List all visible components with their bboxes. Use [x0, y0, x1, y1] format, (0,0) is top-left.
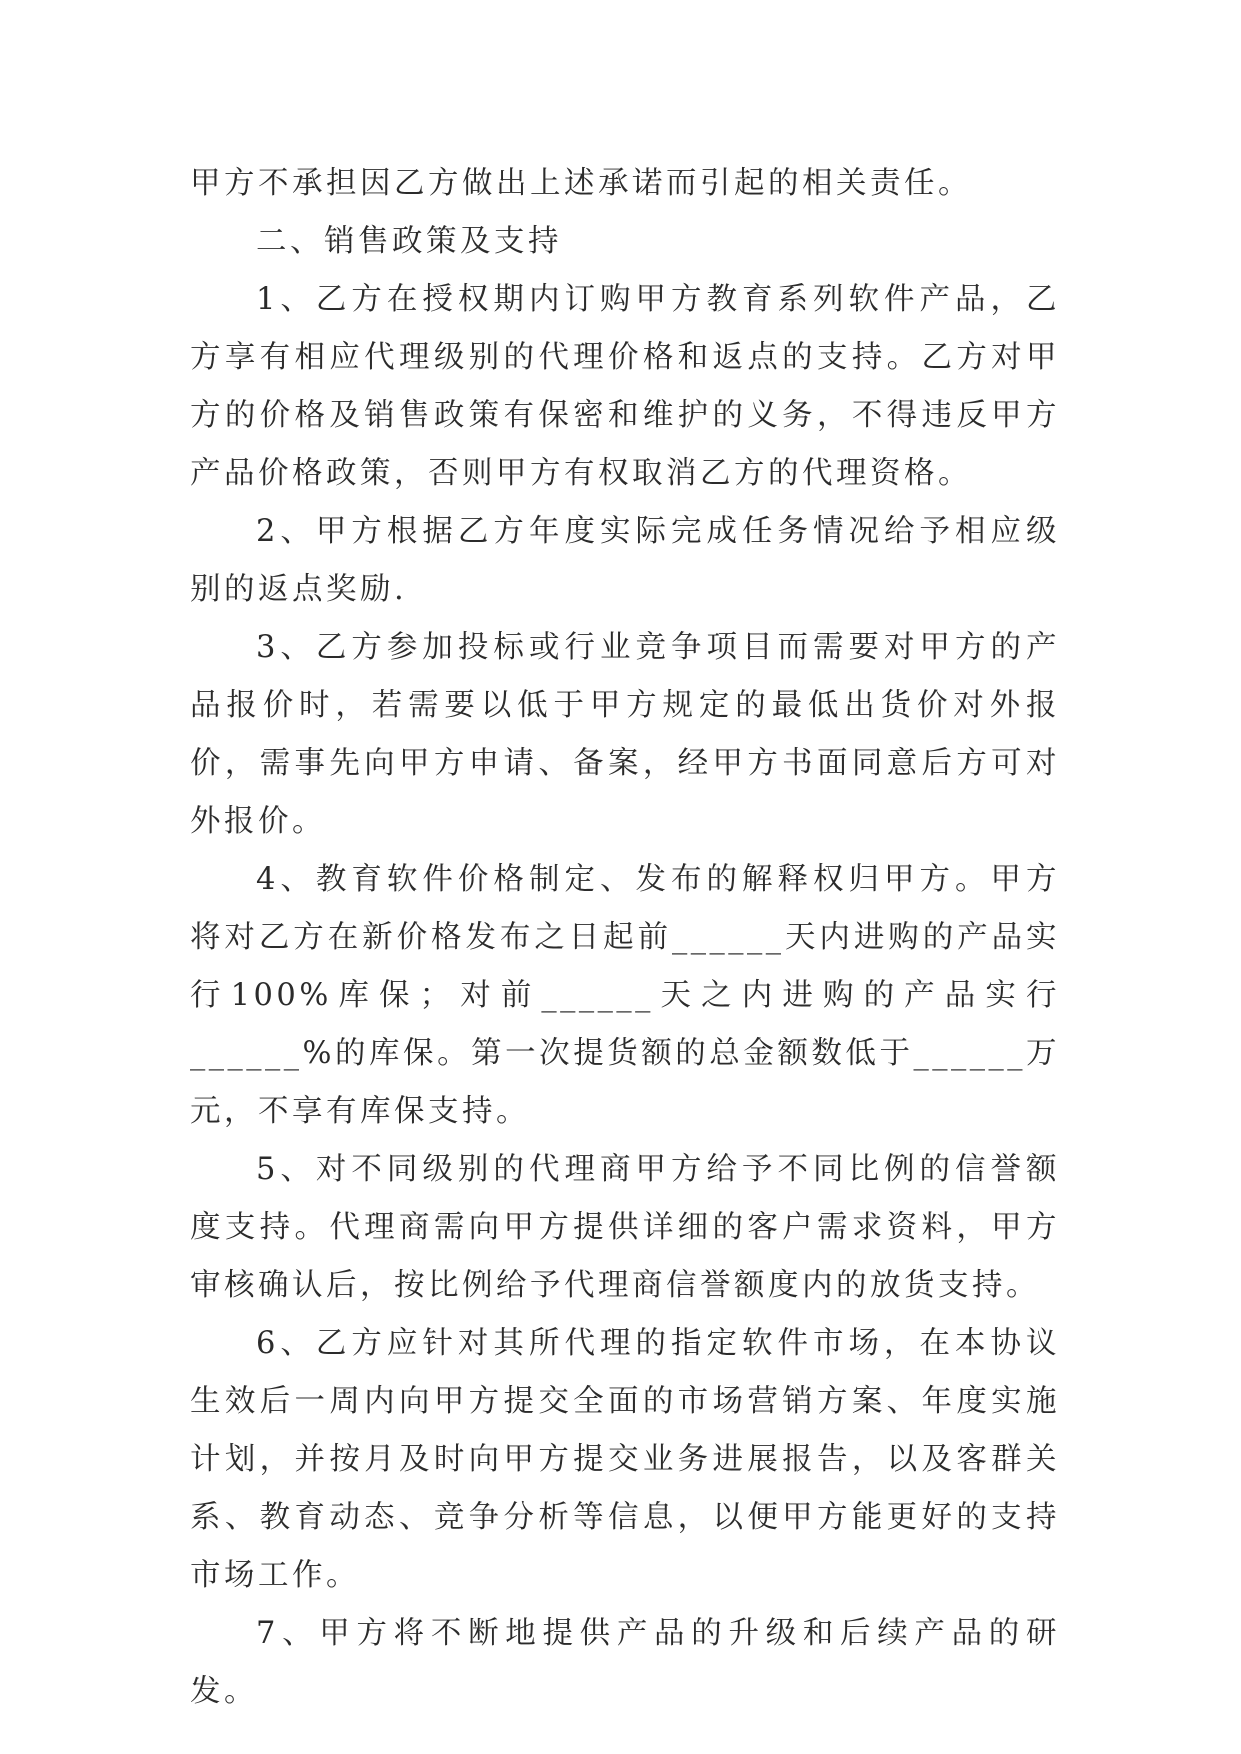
clause-3: 3、乙方参加投标或行业竞争项目而需要对甲方的产品报价时，若需要以低于甲方规定的最低出货价对外报价，需事先向甲方申请、备案，经甲方书面同意后方可对外报价。 — [190, 630, 1060, 839]
clause-2: 2、甲方根据乙方年度实际完成任务情况给予相应级别的返点奖励. — [190, 514, 1060, 607]
clause-1: 1、乙方在授权期内订购甲方教育系列软件产品，乙方享有相应代理级别的代理价格和返点的支持。乙方对甲方的价格及销售政策有保密和维护的义务，不得违反甲方产品价格政策，否则甲方有权取消乙方的代理资格。 — [190, 282, 1060, 491]
clause-4: 4、教育软件价格制定、发布的解释权归甲方。甲方将对乙方在新价格发布之日起前______天内进购的产品实行100%库保；对前______天之内进购的产品实行______%的库保。第一次提货额的总金额数低于______万元，不享有库保支持。 — [190, 862, 1060, 1129]
clause-6: 6、乙方应针对其所代理的指定软件市场，在本协议生效后一周内向甲方提交全面的市场营销方案、年度实施计划，并按月及时向甲方提交业务进展报告，以及客群关系、教育动态、竞争分析等信息，以便甲方能更好的支持市场工作。 — [190, 1326, 1060, 1593]
document-body — [190, 155, 1060, 1721]
section-heading: 二、销售政策及支持 — [256, 224, 562, 259]
paragraph-continuation: 甲方不承担因乙方做出上述承诺而引起的相关责任。 — [190, 166, 972, 201]
clause-7: 7、甲方将不断地提供产品的升级和后续产品的研发。 — [190, 1616, 1060, 1709]
clause-5: 5、对不同级别的代理商甲方给予不同比例的信誉额度支持。代理商需向甲方提供详细的客户需求资料，甲方审核确认后，按比例给予代理商信誉额度内的放货支持。 — [190, 1152, 1060, 1303]
